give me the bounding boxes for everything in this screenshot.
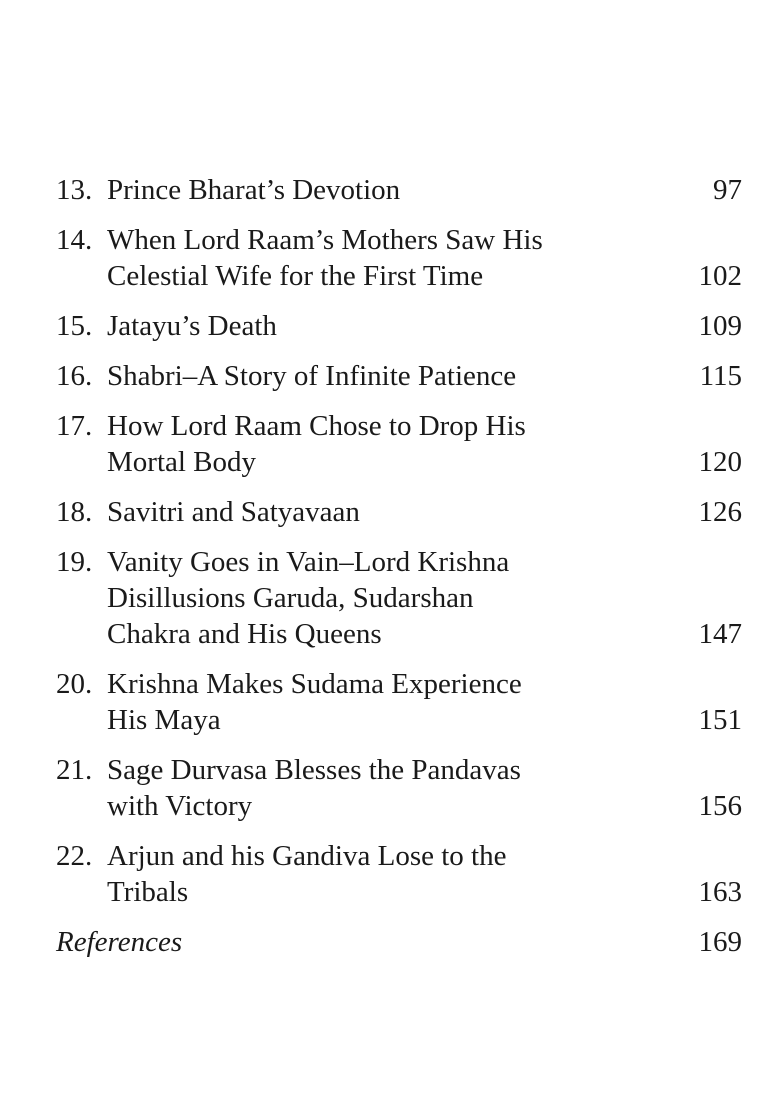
chapter-title	[107, 222, 662, 294]
chapter-number: 22.	[56, 840, 93, 872]
chapter-title-line: How Lord Raam Chose to Drop His	[107, 410, 526, 442]
chapter-title-line: When Lord Raam’s Mothers Saw His	[107, 224, 543, 256]
page-number: 97	[713, 174, 742, 206]
chapter-title	[107, 408, 662, 480]
chapter-title-line: Tribals	[107, 876, 189, 908]
toc-entry[interactable]	[56, 666, 742, 738]
toc-entry[interactable]	[56, 544, 742, 652]
chapter-number: 14.	[56, 224, 93, 256]
page-number: 115	[699, 360, 742, 392]
chapter-number: 15.	[56, 310, 93, 342]
toc-entry-references[interactable]	[56, 924, 742, 960]
chapter-title-line: His Maya	[107, 704, 221, 736]
page-number: 126	[698, 496, 742, 528]
toc-entry[interactable]	[56, 752, 742, 824]
chapter-title-line: Arjun and his Gandiva Lose to the	[107, 840, 507, 872]
chapter-title-line: Disillusions Garuda, Sudarshan	[107, 582, 474, 614]
chapter-number: 17.	[56, 410, 93, 442]
chapter-title	[107, 752, 662, 824]
chapter-title-line: Prince Bharat’s Devotion	[107, 174, 401, 206]
toc-entry[interactable]	[56, 838, 742, 910]
toc-entry[interactable]	[56, 308, 742, 344]
toc-entry[interactable]	[56, 408, 742, 480]
toc-entry[interactable]	[56, 494, 742, 530]
chapter-title-line: Jatayu’s Death	[107, 310, 277, 342]
chapter-title-line: Shabri–A Story of Infinite Patience	[107, 360, 517, 392]
chapter-number: 13.	[56, 174, 93, 206]
chapter-title	[107, 358, 662, 394]
chapter-title	[107, 544, 662, 652]
chapter-title	[107, 666, 662, 738]
page-number: 120	[698, 446, 742, 478]
page-number: 151	[698, 704, 742, 736]
toc-entry[interactable]	[56, 172, 742, 208]
page-number: 102	[698, 260, 742, 292]
toc-entry[interactable]	[56, 358, 742, 394]
chapter-number: 19.	[56, 546, 93, 578]
chapter-title	[107, 172, 662, 208]
chapter-number: 18.	[56, 496, 93, 528]
chapter-title	[107, 308, 662, 344]
chapter-title-line: Chakra and His Queens	[107, 618, 382, 650]
chapter-title-line: Mortal Body	[107, 446, 257, 478]
chapter-title-line: Sage Durvasa Blesses the Pandavas	[107, 754, 521, 786]
page-number: 163	[698, 876, 742, 908]
page-number: 156	[698, 790, 742, 822]
table-of-contents	[56, 172, 742, 974]
page-number: 109	[698, 310, 742, 342]
page-number: 147	[698, 618, 742, 650]
chapter-title	[107, 838, 662, 910]
chapter-title-line: Vanity Goes in Vain–Lord Krishna	[107, 546, 510, 578]
references-label: References	[56, 926, 183, 958]
chapter-number: 21.	[56, 754, 93, 786]
chapter-title-line: with Victory	[107, 790, 253, 822]
chapter-title	[107, 494, 662, 530]
references-page-number: 169	[698, 926, 742, 958]
chapter-number: 20.	[56, 668, 93, 700]
toc-entry[interactable]	[56, 222, 742, 294]
chapter-title-line: Savitri and Satyavaan	[107, 496, 360, 528]
chapter-number: 16.	[56, 360, 93, 392]
chapter-title-line: Celestial Wife for the First Time	[107, 260, 484, 292]
chapter-title-line: Krishna Makes Sudama Experience	[107, 668, 522, 700]
